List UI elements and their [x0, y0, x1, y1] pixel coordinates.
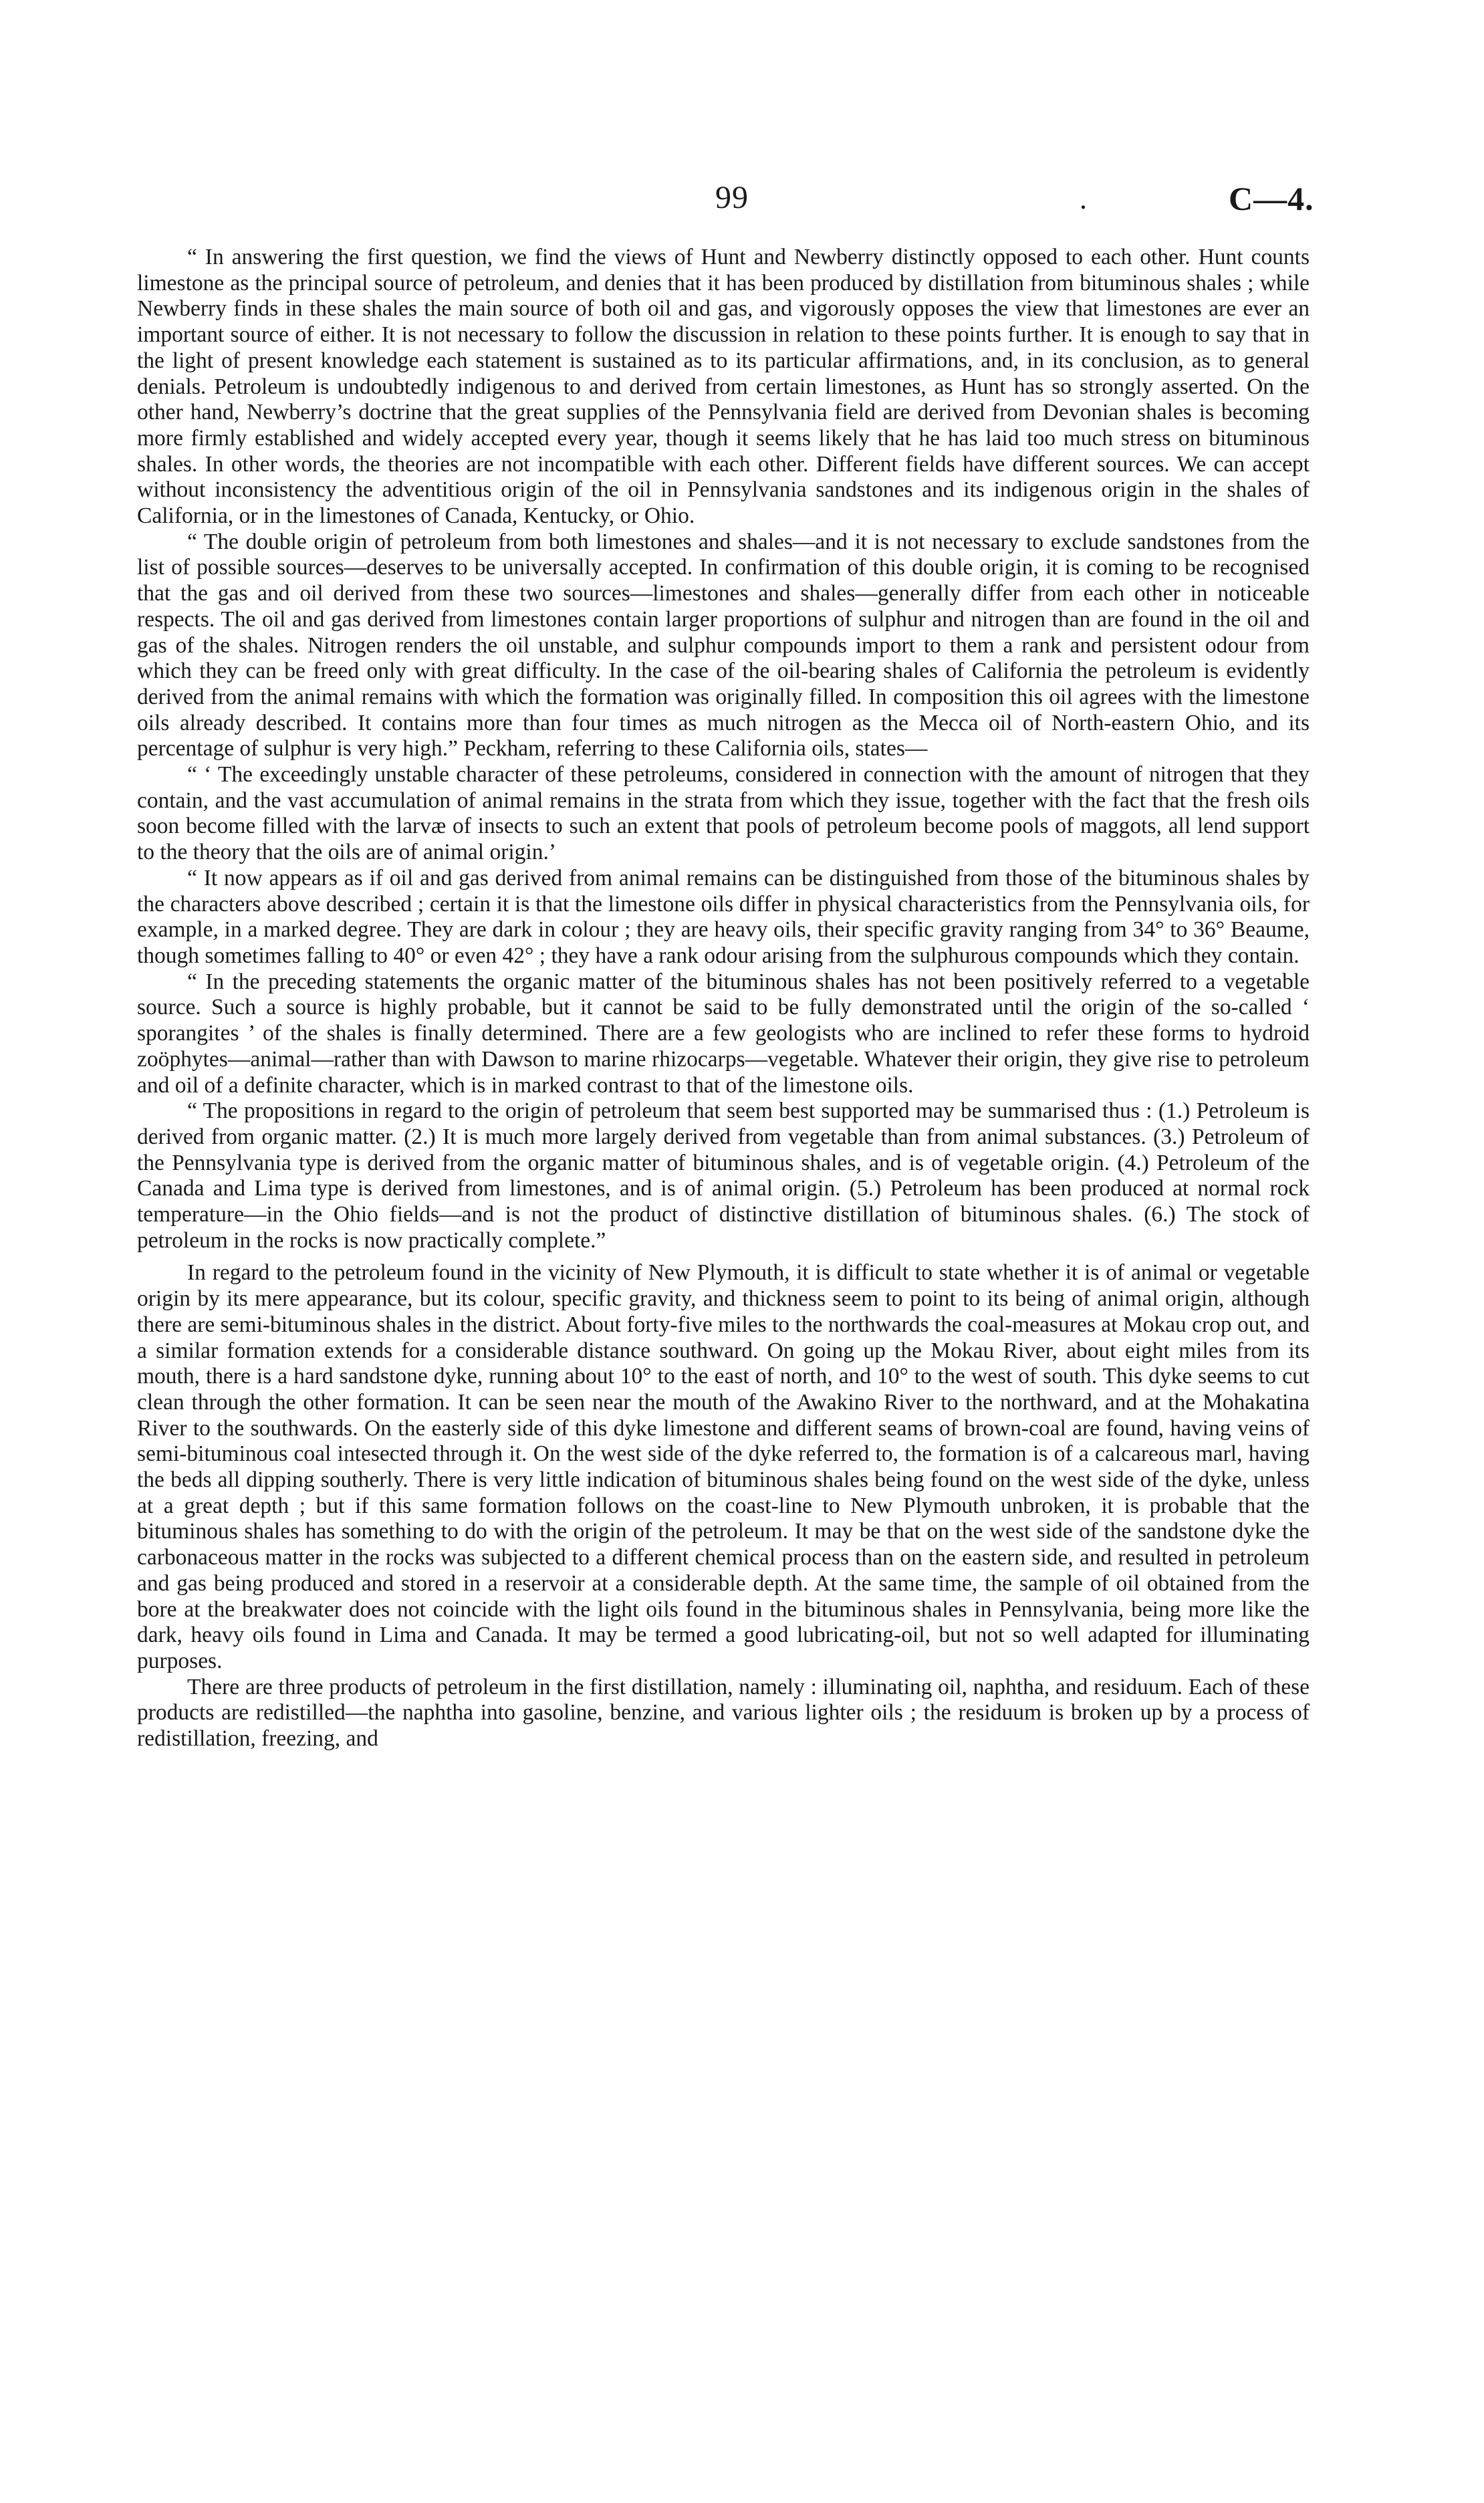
section-reference: C—4. [1229, 180, 1314, 217]
paragraph-vegetable-source: “ In the preceding statements the organic matter of the bituminous shales has not been positively referred to a vegetable source. Such a source is highly probable, but it cannot be said to be fully demonstrated until the origin of the so-called ‘ sporangites ’ of the shales is finally determined. There are a few geologists who are inclined to refer these forms to hydroid zoöphytes—animal—rather than with Dawson to marine rhizocarps—vegetable. Whatever their origin, they give rise to petroleum and oil of a definite character, which is in marked contrast to that of the limestone oils. [137, 969, 1310, 1098]
header-dot: . [1080, 183, 1087, 215]
paragraph-propositions: “ The propositions in regard to the origin of petroleum that seem best supported may be summarised thus : (1.) Petroleum is derived from organic matter. (2.) It is much more largely derived from vegetable than from animal substances. (3.) Petroleum of the Pennsylvania type is derived from the organic matter of bituminous shales, and is of vegetable origin. (4.) Petroleum of the Canada and Lima type is derived from limestones, and is of animal origin. (5.) Petroleum has been produced at normal rock temperature—in the Ohio fields—and is not the product of distinctive distillation of bituminous shales. (6.) The stock of petroleum in the rocks is now practically complete.” [137, 1098, 1310, 1253]
paragraph-peckham-quote: “ ‘ The exceedingly unstable character of these petroleums, considered in connection with the amount of nitrogen that they contain, and the vast accumulation of animal remains in the strata from which they issue, together with the fact that the fresh oils soon become filled with the larvæ of insects to such an extent that pools of petroleum become pools of maggots, all lend support to the theory that the oils are of animal origin.’ [137, 762, 1310, 865]
document-body [137, 245, 1310, 1752]
paragraph-double-origin: “ The double origin of petroleum from both limestones and shales—and it is not necessary to exclude sandstones from the list of possible sources—deserves to be universally accepted. In confirmation of this double origin, it is coming to be recognised that the gas and oil derived from these two sources—limestones and shales—generally differ from each other in noticeable respects. The oil and gas derived from limestones contain larger proportions of sulphur and nitrogen than are found in the oil and gas of the shales. Nitrogen renders the oil unstable, and sulphur compounds import to them a rank and persistent odour from which they can be freed only with great difficulty. In the case of the oil-bearing shales of California the petroleum is evidently derived from the animal remains with which the formation was originally filled. In composition this oil agrees with the limestone oils already described. It contains more than four times as much nitrogen as the Mecca oil of North-eastern Ohio, and its percentage of sulphur is very high.” Peckham, referring to these California oils, states— [137, 529, 1310, 761]
paragraph-animal-remains: “ It now appears as if oil and gas derived from animal remains can be distinguished from those of the bituminous shales by the characters above described ; certain it is that the limestone oils differ in physical characteristics from the Pennsylvania oils, for example, in a marked degree. They are dark in colour ; they are heavy oils, their specific gravity ranging from 34° to 36° Beaume, though sometimes falling to 40° or even 42° ; they have a rank odour arising from the sulphurous compounds which they contain. [137, 865, 1310, 968]
paragraph-new-plymouth: In regard to the petroleum found in the vicinity of New Plymouth, it is difficult to state whether it is of animal or vegetable origin by its mere appearance, but its colour, specific gravity, and thickness seem to point to its being of animal origin, although there are semi-bituminous shales in the district. About forty-five miles to the northwards the coal-measures at Mokau crop out, and a similar formation extends for a considerable distance southward. On going up the Mokau River, about eight miles from its mouth, there is a hard sandstone dyke, running about 10° to the east of north, and 10° to the west of south. This dyke seems to cut clean through the other formation. It can be seen near the mouth of the Awakino River to the northward, and at the Mohakatina River to the southwards. On the easterly side of this dyke limestone and different seams of brown-coal are found, having veins of semi-bituminous coal intesected through it. On the west side of the dyke referred to, the formation is of a calcareous marl, having the beds all dipping southerly. There is very little indication of bituminous shales being found on the west side of the dyke, unless at a great depth ; but if this same formation follows on the coast-line to New Plymouth unbroken, it is probable that the bituminous shales has something to do with the origin of the petroleum. It may be that on the west side of the sandstone dyke the carbonaceous matter in the rocks was subjected to a different chemical process than on the eastern side, and resulted in petroleum and gas being produced and stored in a reservoir at a considerable depth. At the same time, the sample of oil obtained from the bore at the breakwater does not coincide with the light oils found in the bituminous shales in Pennsylvania, being more like the dark, heavy oils found in Lima and Canada. It may be termed a good lubricating-oil, but not so well adapted for illuminating purposes. [137, 1260, 1310, 1673]
page-header [0, 179, 1484, 219]
page-number: 99 [715, 180, 749, 215]
paragraph-hunt-newberry: “ In answering the first question, we find the views of Hunt and Newberry distinctly opposed to each other. Hunt counts limestone as the principal source of petroleum, and denies that it has been produced by distillation from bituminous shales ; while Newberry finds in these shales the main source of both oil and gas, and vigorously opposes the view that limestones are ever an important source of either. It is not necessary to follow the discussion in relation to these points further. It is enough to say that in the light of present knowledge each statement is sustained as to its particular affirmations, and, in its conclusion, as to general denials. Petroleum is undoubtedly indigenous to and derived from certain limestones, as Hunt has so strongly asserted. On the other hand, Newberry’s doctrine that the great supplies of the Pennsylvania field are derived from Devonian shales is becoming more firmly established and widely accepted every year, though it seems likely that he has laid too much stress on bituminous shales. In other words, the theories are not incompatible with each other. Different fields have different sources. We can accept without inconsistency the adventitious origin of the oil in Pennsylvania sandstones and its indigenous origin in the shales of California, or in the limestones of Canada, Kentucky, or Ohio. [137, 245, 1310, 529]
paragraph-distillation-products: There are three products of petroleum in the first distillation, namely : illuminating oil, naphtha, and residuum. Each of these products are redistilled—the naphtha into gasoline, benzine, and various lighter oils ; the residuum is broken up by a process of redistillation, freezing, and [137, 1674, 1310, 1752]
